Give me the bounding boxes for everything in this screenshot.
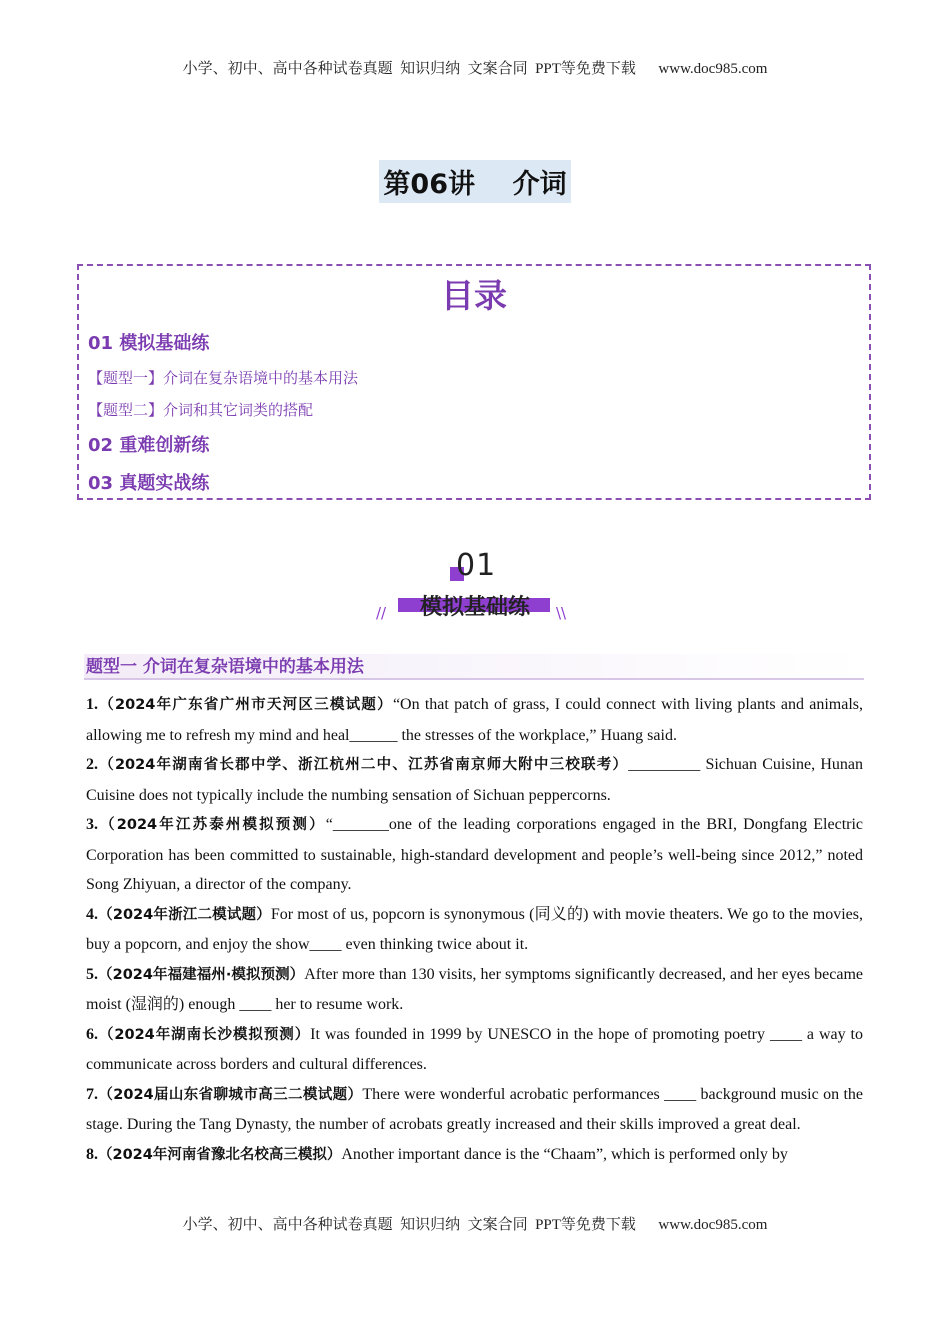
question-number: 7. [86, 1085, 98, 1103]
page-footer: 小学、初中、高中各种试卷真题 知识归纳 文案合同 PPT等免费下载 www.doc985.com [182, 1217, 768, 1233]
question-number: 2. [86, 756, 98, 773]
question-source: （2024年江苏泰州模拟预测） [98, 817, 326, 833]
question-item [86, 1080, 863, 1140]
question-source: （2024年湖南长沙模拟预测） [98, 1026, 311, 1043]
question-number: 1. [86, 696, 98, 713]
question-source: （2024年广东省广州市天河区三模试题） [98, 697, 393, 713]
question-text: _________ Sichuan Cuisine, Hunan Cuisine does not typically include the numbing sensation of Sichuan peppercorns. [86, 756, 863, 804]
question-item [86, 900, 863, 960]
toc-heading: 目录 [441, 276, 507, 315]
question-source: （2024年福建福州·模拟预测） [98, 966, 305, 983]
page-header: 小学、初中、高中各种试卷真题 知识归纳 文案合同 PPT等免费下载 www.doc985.com [182, 61, 768, 77]
question-source: （2024届山东省聊城市高三二模试题） [98, 1086, 363, 1103]
section-heading: 题型一 介词在复杂语境中的基本用法 [84, 654, 864, 680]
question-number: 4. [86, 905, 98, 923]
toc-item-innovation-practice[interactable]: 02 重难创新练 [88, 435, 210, 456]
toc-item-real-exam-practice[interactable]: 03 真题实战练 [88, 473, 210, 494]
question-number: 3. [86, 816, 98, 833]
toc-item-type-two[interactable]: 【题型二】介词和其它词类的搭配 [88, 401, 314, 419]
question-source: （2024年湖南省长郡中学、浙江杭州二中、江苏省南京师大附中三校联考） [98, 757, 629, 773]
question-text: “_______one of the leading corporations engaged in the BRI, Dongfang Electric Corporation has been committed to sustainable, high-standard development and people’s well-being since 2012,” noted Song Zhiyuan, a director of the company. [86, 816, 864, 893]
question-text: After more than 130 visits, her symptoms significantly decreased, and her eyes became moist (湿润的) enough ____ her to resume work. [86, 965, 863, 1013]
banner-left-slash-icon: // [376, 604, 387, 622]
question-number: 5. [86, 965, 98, 983]
question-list [86, 690, 863, 1170]
toc-item-type-one[interactable]: 【题型一】介词在复杂语境中的基本用法 [88, 369, 359, 387]
question-text: It was founded in 1999 by UNESCO in the hope of promoting poetry ____ a way to communicate across borders and cultural differences. [86, 1025, 863, 1073]
section-banner [370, 548, 580, 628]
banner-right-slash-icon: \\ [556, 604, 567, 622]
question-item [86, 1140, 863, 1171]
question-text: “On that patch of grass, I could connect with living plants and animals, allowing me to refresh my mind and heal______ the stresses of the workplace,” Huang said. [86, 696, 864, 744]
question-item [86, 750, 863, 810]
question-item [86, 1020, 863, 1080]
question-text: For most of us, popcorn is synonymous (同义的) with movie theaters. We go to the movies, buy a popcorn, and enjoy the show____ even thinking twice about it. [86, 905, 863, 953]
toc-item-basic-practice[interactable]: 01 模拟基础练 [88, 333, 210, 354]
question-item [86, 960, 863, 1020]
question-number: 8. [86, 1145, 98, 1163]
question-text: There were wonderful acrobatic performances ____ background music on the stage. During the Tang Dynasty, the number of acrobats greatly increased and their skills improved a great deal. [86, 1085, 864, 1133]
question-text: Another important dance is the “Chaam”, which is performed only by [341, 1145, 788, 1163]
question-item [86, 810, 863, 900]
table-of-contents [77, 264, 871, 500]
banner-number: 01 [456, 548, 497, 583]
question-source: （2024年河南省豫北名校高三模拟） [98, 1146, 342, 1163]
page-title-text: 第06讲 介词 [379, 160, 570, 203]
question-source: （2024年浙江二模试题） [98, 906, 271, 923]
question-item [86, 690, 863, 750]
question-number: 6. [86, 1025, 98, 1043]
page-title [0, 160, 950, 203]
banner-label: 模拟基础练 [419, 595, 530, 620]
